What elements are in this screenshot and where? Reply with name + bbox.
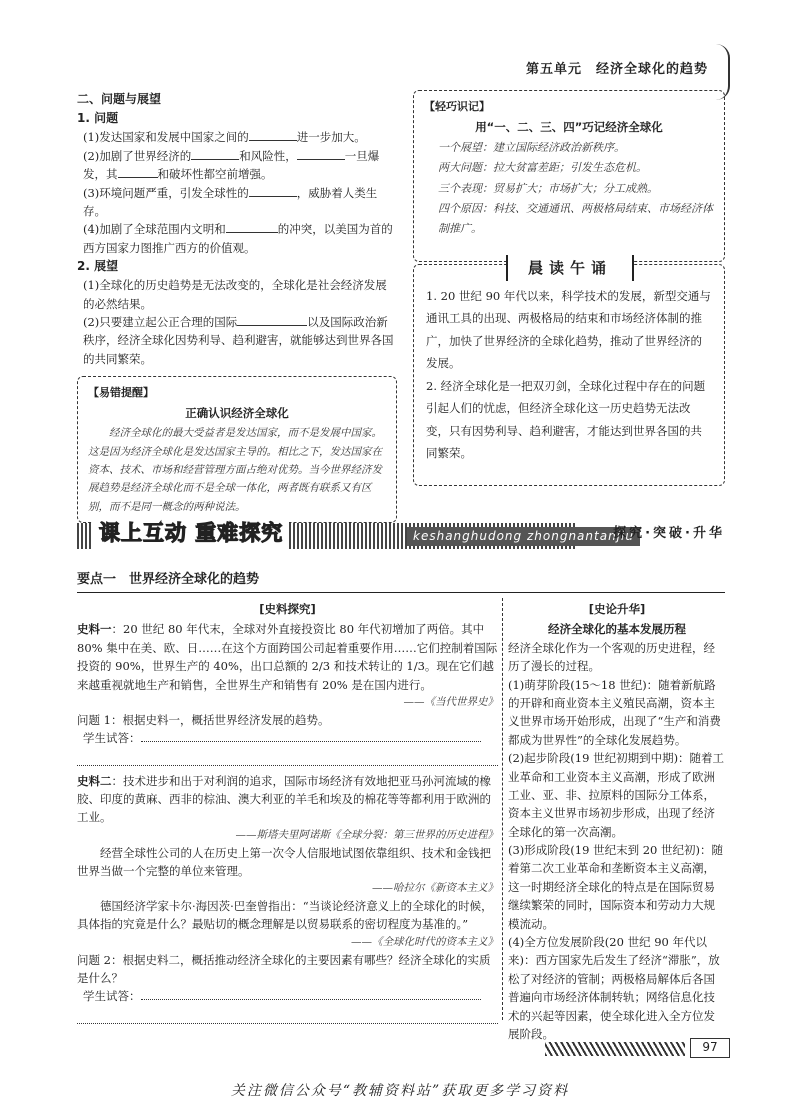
fill-blank[interactable] — [297, 148, 345, 160]
outlook-subheading: 2. 展望 — [77, 259, 119, 274]
problem-item: (1)发达国家和发展中国家之间的 进一步加大。 — [83, 130, 366, 145]
theory-label: [ 史论升华 ] — [508, 600, 726, 618]
key-point-heading: 要点一 世界经济全球化的趋势 — [77, 572, 260, 587]
source-two-para: 德国经济学家卡尔·海因茨·巴奎曾指出：“当谈论经济意义上的全球化的时候，具体指的究竟是什么？最贴切的概念理解是以贸易联系的密切程度为基准的。” — [77, 899, 493, 932]
outlook-item: (2)只要建立起公正合理的国际 以及国际政治新秩序，经济全球化因势利导、趋利避害，就能够达到世界各国的共同繁荣。 — [83, 315, 394, 366]
source-two: 史料二：技术进步和出于对利润的追求，国际市场经济有效地把亚马孙河流域的橡胶、印度的黄麻、西非的棕油、澳大利亚的羊毛和埃及的棉花等等都利用于欧洲的工业。 — [77, 773, 491, 825]
answer-input[interactable] — [141, 988, 481, 1000]
theory-stage: (3)形成阶段(19 世纪末到 20 世纪初)：随着第二次工业革命和垄断资本主义高潮，这一时期经济全球化的特点是在国际贸易继续繁荣的同时，国际资本和劳动力大规模流动。 — [508, 843, 723, 931]
question-two: 问题 2：根据史料二，概括推动经济全球化的主要因素有哪些？经济全球化的实质是什么？ — [77, 952, 491, 986]
source-label: [ 史料探究 ] — [77, 600, 498, 618]
memo-line: 两大问题：拉大贫富差距；引发生态危机。 — [438, 161, 647, 175]
page-number-stripes — [545, 1042, 685, 1056]
answer-line: 学生试答： — [77, 729, 498, 747]
source-two-cite2: ——哈拉尔《新资本主义》 — [372, 882, 498, 895]
column-divider — [502, 598, 503, 1020]
source-exploration — [77, 600, 498, 1024]
footer-note: 关注微信公众号“教辅资料站”获取更多学习资料 — [230, 1083, 570, 1099]
fill-blank[interactable] — [191, 148, 239, 160]
source-two-cite: ——斯塔夫里阿诺斯《全球分裂：第三世界的历史进程》 — [235, 828, 498, 841]
problems-subheading: 1. 问题 — [77, 111, 119, 126]
error-reminder-box — [77, 376, 397, 523]
source-two-para: 经营全球性公司的人在历史上第一次令人信服地试图依靠组织、技术和金钱把世界当做一个完整的单位来管理。 — [77, 845, 491, 878]
morning-reading-title: 晨读午诵 — [506, 255, 634, 281]
fill-blank[interactable] — [226, 221, 278, 233]
fill-blank[interactable] — [237, 314, 307, 326]
problem-item: (3)环境问题严重，引发全球性的 ，威胁着人类生存。 — [83, 185, 378, 218]
theory-stage: (2)起步阶段(19 世纪初期到中期)：随着工业革命和工业资本主义高潮，形成了欧洲工业、亚、非、拉原料的国际分工体系，资本主义世界市场初步形成，出现了经济全球化的第一次高潮。 — [508, 751, 725, 839]
theory-section — [508, 600, 726, 1043]
morning-reading-item: 1. 20 世纪 90 年代以来，科学技术的发展，新型交通与通讯工具的出现、两极格局的结束和市场经济体制的推广，加快了世界经济的全球化趋势，推动了世界经济的发展。 — [426, 289, 711, 371]
morning-reading-item: 2. 经济全球化是一把双刃剑，全球化过程中存在的问题引起人们的忧虑，但经济全球化这一历史趋势无法改变，只有因势利导、趋利避害，才能达到世界各国的共同繁荣。 — [426, 378, 706, 460]
memo-line: 三个表现：贸易扩大；市场扩大；分工成熟。 — [438, 181, 658, 195]
unit-label: 第五单元 — [525, 62, 582, 77]
memo-line: 一个展望：建立国际经济政治新秩序。 — [438, 140, 625, 154]
theory-intro: 经济全球化作为一个客观的历史进程，经历了漫长的过程。 — [508, 640, 715, 674]
morning-reading-box — [413, 259, 725, 486]
source-one: 史料一：20 世纪 80 年代末，全球对外直接投资比 80 年代初增加了两倍。其中 80% 集中在美、欧、日……在这个方面跨国公司起着重要作用……它们控制着国际投资的 90%，世界生产的 40%，出口总额的 2/3 和技术转让的 1/3。现在它们越来越重视就地生产和销售，全世界生产和销售有 20% 是在国内进行。 — [77, 622, 498, 692]
page-number: 97 — [690, 1038, 730, 1058]
unit-title: 经济全球化的趋势 — [595, 62, 708, 77]
answer-input[interactable] — [141, 730, 481, 742]
section-banner — [77, 517, 725, 553]
memo-box — [413, 90, 725, 262]
answer-line-extra[interactable] — [77, 1006, 498, 1024]
memo-tag: 【轻巧识记】 — [424, 100, 490, 113]
answer-line-extra[interactable] — [77, 748, 498, 766]
source-two-cite3: ——《全球化时代的资本主义》 — [351, 935, 498, 948]
source-one-cite: ——《当代世界史》 — [403, 695, 498, 708]
memo-title: 用“一、二、三、四”巧记经济全球化 — [475, 119, 663, 134]
theory-title: 经济全球化的基本发展历程 — [548, 622, 686, 637]
problem-item: (4)加剧了全球范围内文明和 的冲突，以美国为首的西方国家力图推广西方的价值观。 — [83, 222, 393, 255]
banner-pinyin: keshanghudong zhongnantanjiu — [407, 527, 640, 546]
error-reminder-title: 正确认识经济全球化 — [185, 405, 289, 420]
fill-blank[interactable] — [249, 185, 297, 197]
memo-line: 四个原因：科技、交通通讯、两极格局结束、市场经济体制推广。 — [438, 202, 713, 236]
problem-item: (2)加剧了世界经济的 和风险性， 一旦爆发，其 和破坏性都空前增强。 — [83, 148, 380, 182]
fill-blank[interactable] — [249, 129, 297, 141]
theory-stage: (4)全方位发展阶段(20 世纪 90 年代以来)：西方国家先后发生了经济“滞胀”，放松了对经济的管制；两极格局解体后各国普遍向市场经济体制转轨；网络信息化技术的兴起等因素，使全球化进入全方位发展阶段。 — [508, 935, 720, 1041]
banner-slogan: 探究·突破·升华 — [613, 526, 725, 541]
fill-blank[interactable] — [118, 166, 158, 178]
outlook-item: (1)全球化的历史趋势是无法改变的，全球化是社会经济发展的必然结果。 — [83, 278, 387, 311]
question-one: 问题 1：根据史料一，概括世界经济发展的趋势。 — [77, 712, 330, 727]
error-reminder-text: 经济全球化的最大受益者是发达国家，而不是发展中国家。这是因为经济全球化是发达国家主导的。相比之下，发达国家在资本、技术、市场和经营管理方面占绝对优势。当今世界经济发展趋势是经济全球化而不是全球一体化，两者既有联系又有区别，而不是同一概念的两种说法。 — [88, 427, 382, 513]
problems-section — [77, 90, 397, 523]
answer-line: 学生试答： — [77, 987, 498, 1005]
page-number-block — [545, 1038, 730, 1058]
page-header — [480, 56, 730, 82]
theory-stage: (1)萌芽阶段(15～18 世纪)：随着新航路的开辟和商业资本主义殖民高潮，资本主义世界市场开始形成，出现了“生产和消费都成为世界性”的全球化发展趋势。 — [508, 677, 721, 747]
error-reminder-tag: 【易错提醒】 — [88, 386, 154, 400]
problems-heading: 二、问题与展望 — [77, 92, 162, 106]
banner-title: 课上互动 重难探究 — [93, 517, 289, 551]
heading-rule — [77, 592, 725, 593]
memo-column — [413, 90, 725, 262]
